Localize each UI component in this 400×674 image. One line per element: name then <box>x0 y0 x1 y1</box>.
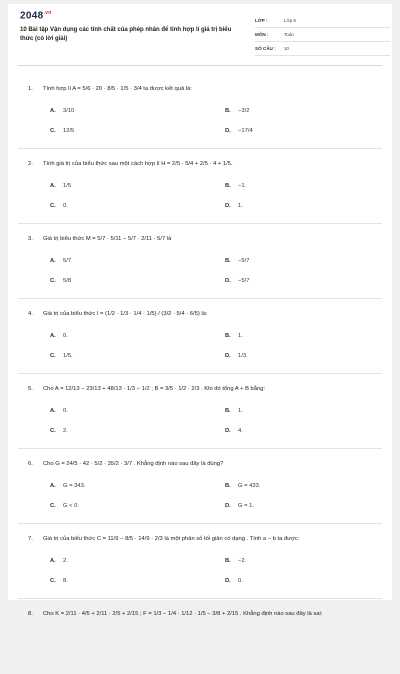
option-label: C. <box>50 203 56 209</box>
option-d[interactable] <box>225 203 243 209</box>
option-text: −1. <box>238 183 247 189</box>
option-d[interactable] <box>225 578 243 584</box>
option-label: B. <box>225 333 231 339</box>
option-label: A. <box>50 408 56 414</box>
option-label: A. <box>50 108 56 114</box>
option-label: B. <box>225 183 231 189</box>
option-text: −5/7 <box>238 258 250 264</box>
question-text: Cho A = 12/13 − 23/13 + 48/13 · 1/3 − 1/2 ; B = 3/5 · 1/2 · 2/3 . Khi đó tổng A + B bằng: <box>43 386 266 392</box>
option-text: 3/10 <box>63 108 75 114</box>
option-d[interactable] <box>225 428 243 434</box>
question-number: 4. <box>28 311 33 317</box>
option-text: 0. <box>63 408 68 414</box>
option-a[interactable] <box>50 258 71 264</box>
meta-value: Lớp 6 <box>284 18 296 23</box>
option-text: G = 343. <box>63 483 86 489</box>
option-label: C. <box>50 278 56 284</box>
question-text: Tính giá trị của biểu thức sau một cách hợp lí H = 2/5 · 5/4 + 2/5 · 4 + 1/5. <box>43 161 233 167</box>
option-label: B. <box>225 258 231 264</box>
meta-row-subject <box>255 28 390 42</box>
option-label: C. <box>50 128 56 134</box>
question-item <box>18 374 382 449</box>
option-a[interactable] <box>50 108 74 114</box>
question-text: Tính hợp lí A = 5/6 · 20 · 8/5 · 1/5 · 3/4 ta được kết quả là: <box>43 86 192 92</box>
option-text: −5/7 <box>238 278 250 284</box>
option-a[interactable] <box>50 408 68 414</box>
option-label: D. <box>225 128 231 134</box>
option-b[interactable] <box>225 258 249 264</box>
question-stem <box>28 161 233 167</box>
option-text: 2. <box>63 558 68 564</box>
option-b[interactable] <box>225 483 260 489</box>
option-a[interactable] <box>50 183 71 189</box>
option-a[interactable] <box>50 558 68 564</box>
question-text: Giá trị biểu thức M = 5/7 · 5/11 − 5/7 · 2/11 · 5/7 là <box>43 236 172 242</box>
option-label: D. <box>225 203 231 209</box>
question-stem <box>28 611 322 617</box>
meta-row-class <box>255 14 390 28</box>
meta-key: MÔN : <box>255 32 269 37</box>
option-text: 0. <box>63 333 68 339</box>
option-text: 4. <box>238 428 243 434</box>
question-text: Cho K = 2/11 · 4/5 + 2/11 · 2/5 + 2/15 ; F = 1/3 − 1/4 · 1/12 · 1/5 − 3/8 + 2/15 . Khẳng định nào sau đây là sai: <box>43 611 323 617</box>
question-number: 5. <box>28 386 33 392</box>
option-text: 1. <box>238 203 243 209</box>
option-text: G < 0. <box>63 503 79 509</box>
option-text: 0. <box>238 578 243 584</box>
question-item <box>18 524 382 599</box>
option-label: B. <box>225 558 231 564</box>
logo-text: 2048 <box>20 10 44 22</box>
question-stem <box>28 86 192 92</box>
option-b[interactable] <box>225 108 249 114</box>
option-label: A. <box>50 258 56 264</box>
question-number: 8. <box>28 611 33 617</box>
option-b[interactable] <box>225 333 243 339</box>
meta-key: SỐ CÂU : <box>255 46 276 51</box>
option-text: −3/2 <box>238 108 250 114</box>
option-label: A. <box>50 558 56 564</box>
option-a[interactable] <box>50 333 68 339</box>
question-item <box>18 224 382 299</box>
option-text: G = 433. <box>238 483 261 489</box>
logo-suffix: .vn <box>43 10 52 16</box>
option-label: C. <box>50 503 56 509</box>
option-label: B. <box>225 108 231 114</box>
option-text: 0. <box>63 203 68 209</box>
option-text: −2. <box>238 558 247 564</box>
option-d[interactable] <box>225 503 254 509</box>
question-item <box>18 299 382 374</box>
option-text: 2. <box>63 428 68 434</box>
option-text: −17/4 <box>238 128 253 134</box>
option-c[interactable] <box>50 428 68 434</box>
question-number: 1. <box>28 86 33 92</box>
document-header <box>18 4 382 66</box>
option-d[interactable] <box>225 128 253 134</box>
option-label: A. <box>50 183 56 189</box>
option-label: D. <box>225 278 231 284</box>
option-label: B. <box>225 408 231 414</box>
question-stem <box>28 236 171 242</box>
option-text: 1. <box>238 408 243 414</box>
question-number: 6. <box>28 461 33 467</box>
question-item <box>18 599 382 674</box>
option-text: 1/5 <box>63 183 72 189</box>
option-c[interactable] <box>50 578 68 584</box>
question-text: Giá trị của biểu thức C = 11/9 − 8/5 · 14/9 · 2/3 là một phân số tối giản có dạng . Tính a − b ta được: <box>43 536 300 542</box>
document-title: 10 Bài tập Vận dụng các tính chất của phép nhân để tính hợp lí giá trị biểu thức (có lời giải) <box>20 27 232 42</box>
meta-value: Toán <box>284 32 294 37</box>
question-list <box>18 74 382 674</box>
meta-key: LỚP : <box>255 18 268 23</box>
option-b[interactable] <box>225 183 246 189</box>
option-c[interactable] <box>50 503 79 509</box>
option-text: 5/7 <box>63 258 72 264</box>
meta-value: 10 <box>284 46 290 51</box>
option-text: 12/5 <box>63 128 75 134</box>
question-item <box>18 449 382 524</box>
option-label: C. <box>50 428 56 434</box>
document-page <box>8 4 392 617</box>
option-label: D. <box>225 428 231 434</box>
option-text: 1. <box>238 333 243 339</box>
question-item <box>18 74 382 149</box>
question-stem <box>28 536 299 542</box>
option-c[interactable] <box>50 128 74 134</box>
option-text: 1/5. <box>63 353 73 359</box>
option-label: D. <box>225 503 231 509</box>
meta-row-count <box>255 42 390 56</box>
option-b[interactable] <box>225 408 243 414</box>
question-text: Giá trị của biểu thức I = (1/2 · 1/3 · 1/4 · 1/5) / (3/2 · 5/4 · 6/5) là: <box>43 311 208 317</box>
option-label: A. <box>50 333 56 339</box>
option-label: D. <box>225 578 231 584</box>
question-stem <box>28 461 223 467</box>
option-text: 1/3. <box>238 353 248 359</box>
question-stem <box>28 386 265 392</box>
option-label: D. <box>225 353 231 359</box>
site-logo[interactable] <box>20 10 52 21</box>
option-label: A. <box>50 483 56 489</box>
option-b[interactable] <box>225 558 246 564</box>
option-text: 8. <box>63 578 68 584</box>
option-c[interactable] <box>50 203 68 209</box>
option-text: 5/8 <box>63 278 72 284</box>
option-label: B. <box>225 483 231 489</box>
option-d[interactable] <box>225 353 248 359</box>
question-number: 3. <box>28 236 33 242</box>
question-number: 2. <box>28 161 33 167</box>
question-number: 7. <box>28 536 33 542</box>
option-c[interactable] <box>50 353 73 359</box>
option-d[interactable] <box>225 278 249 284</box>
question-stem <box>28 311 208 317</box>
question-item <box>18 149 382 224</box>
option-label: C. <box>50 578 56 584</box>
question-text: Cho G = 24/5 · 42 · 5/2 · 35/2 · 3/7 . Khẳng định nào sau đây là đúng? <box>43 461 224 467</box>
option-label: C. <box>50 353 56 359</box>
option-text: G = 1. <box>238 503 254 509</box>
option-c[interactable] <box>50 278 71 284</box>
meta-table <box>255 14 390 56</box>
option-a[interactable] <box>50 483 85 489</box>
